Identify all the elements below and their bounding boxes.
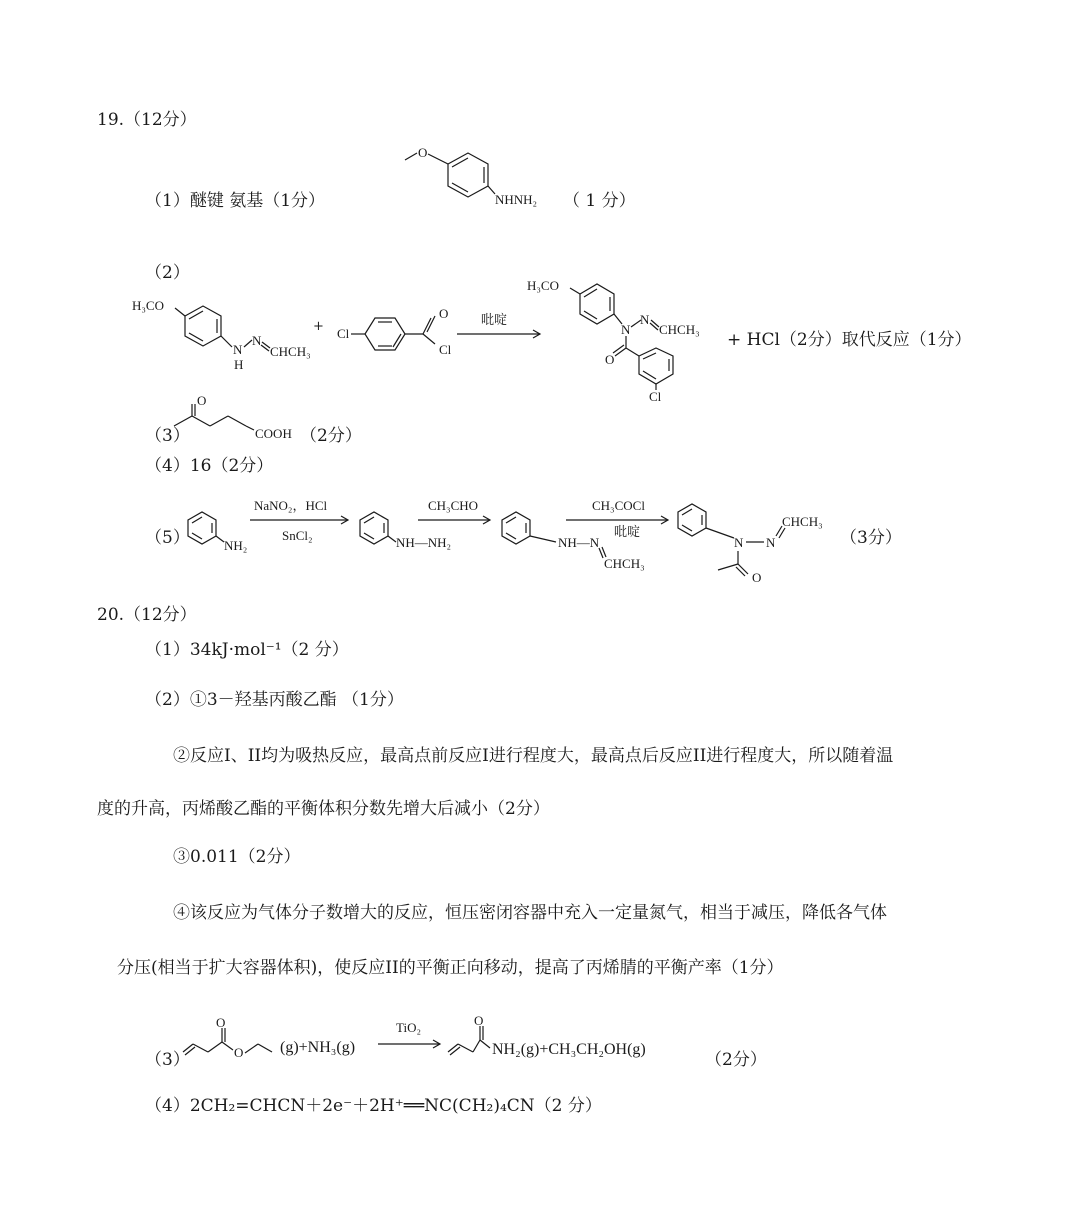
- svg-text:N: N: [621, 322, 631, 337]
- q20-part3-label: （3）: [145, 1050, 190, 1070]
- svg-text:NaNO₂，HCl: NaNO₂，HCl: [254, 498, 328, 513]
- q19-part1-structure: [400, 140, 560, 220]
- svg-text:CHCH₃: CHCH₃: [604, 556, 645, 571]
- q19-part4: （4）16（2分）: [145, 456, 274, 476]
- q19-header: 19.（12分）: [97, 110, 197, 130]
- q20-part2-item2-line2: 度的升高，丙烯酸乙酯的平衡体积分数先增大后减小（2分）: [97, 799, 550, 819]
- q19-part2-plus: +: [313, 319, 324, 334]
- q19-part5-label: （5）: [145, 528, 190, 548]
- q19-part3-label: （3）: [145, 426, 190, 446]
- q19-part2-product: [525, 272, 725, 407]
- q20-part1: （1）34kJ·mol⁻¹（2 分）: [145, 640, 349, 660]
- q20-part3-score: （2分）: [705, 1050, 767, 1070]
- svg-text:H: H: [234, 357, 244, 372]
- q20-part2-item1: （2）①3－羟基丙酸乙酯 （1分）: [145, 690, 404, 710]
- q20-part3-equation: [178, 1012, 698, 1072]
- svg-text:Cl: Cl: [439, 342, 452, 357]
- svg-text:NH—NH₂: NH—NH₂: [396, 535, 452, 550]
- svg-text:NH₂: NH₂: [224, 538, 248, 553]
- svg-text:CHCH₃: CHCH₃: [659, 322, 700, 337]
- svg-text:NH—N: NH—N: [558, 535, 600, 550]
- svg-text:O: O: [197, 393, 207, 408]
- svg-text:SnCl₂: SnCl₂: [282, 528, 313, 543]
- svg-text:O: O: [234, 1045, 244, 1060]
- q19-part3-score: （2分）: [300, 426, 362, 446]
- svg-text:CHCH₃: CHCH₃: [782, 514, 823, 529]
- q20-part2-item4-line1: ④该反应为气体分子数增大的反应，恒压密闭容器中充入一定量氮气，相当于减压，降低各气体: [173, 903, 887, 923]
- q20-part4: （4）2CH₂=CHCN＋2e⁻＋2H⁺══NC(CH₂)₄CN（2 分）: [145, 1096, 602, 1116]
- svg-text:O: O: [474, 1013, 484, 1028]
- q19-part2-reactant2: [335, 300, 465, 370]
- q19-part2-reactant1: [130, 290, 330, 375]
- svg-text:N: N: [766, 535, 776, 550]
- q19-part3-structure: [172, 393, 307, 443]
- svg-text:O: O: [752, 570, 762, 585]
- svg-text:H₃CO: H₃CO: [527, 278, 559, 293]
- svg-text:H₃CO: H₃CO: [132, 298, 164, 313]
- svg-text:O: O: [605, 352, 615, 367]
- svg-text:NH₂(g)+CH₃CH₂OH(g): NH₂(g)+CH₃CH₂OH(g): [492, 1041, 646, 1058]
- svg-text:CH₃CHO: CH₃CHO: [428, 498, 479, 513]
- q20-part2-item3: ③0.011（2分）: [173, 847, 301, 867]
- q19-part1-score: （ 1 分）: [563, 191, 636, 211]
- svg-text:Cl: Cl: [337, 326, 350, 341]
- svg-text:吡啶: 吡啶: [481, 312, 508, 327]
- svg-text:吡啶: 吡啶: [614, 524, 641, 539]
- svg-text:CHCH₃: CHCH₃: [270, 344, 311, 359]
- struct-o-label: O: [418, 145, 428, 160]
- svg-text:COOH: COOH: [255, 426, 292, 441]
- q19-part2-tail: + HCl（2分）取代反应（1分）: [727, 330, 972, 350]
- svg-text:(g)+NH₃(g): (g)+NH₃(g): [280, 1039, 356, 1056]
- q20-part2-item4-line2: 分压(相当于扩大容器体积)，使反应II的平衡正向移动，提高了丙烯腈的平衡产率（1分）: [117, 958, 784, 978]
- svg-text:CH₃COCl: CH₃COCl: [592, 498, 645, 513]
- q19-part1-text: （1）醚键 氨基（1分）: [145, 191, 326, 211]
- q19-part5-score: （3分）: [840, 528, 902, 548]
- svg-text:N: N: [640, 312, 650, 327]
- q20-part2-item2-line1: ②反应I、II均为吸热反应，最高点前反应I进行程度大，最高点后反应II进行程度大，所以随着温: [173, 746, 894, 766]
- svg-text:N: N: [233, 342, 243, 357]
- q19-part2-label: （2）: [145, 263, 190, 283]
- svg-text:O: O: [216, 1015, 226, 1030]
- svg-text:O: O: [439, 306, 449, 321]
- q20-header: 20.（12分）: [97, 605, 197, 625]
- svg-text:N: N: [734, 535, 744, 550]
- svg-text:TiO₂: TiO₂: [396, 1020, 422, 1035]
- svg-text:N: N: [252, 333, 262, 348]
- struct-nhnh2-label: NHNH₂: [495, 192, 538, 207]
- q19-part5-route: [178, 490, 908, 590]
- svg-text:Cl: Cl: [649, 389, 662, 404]
